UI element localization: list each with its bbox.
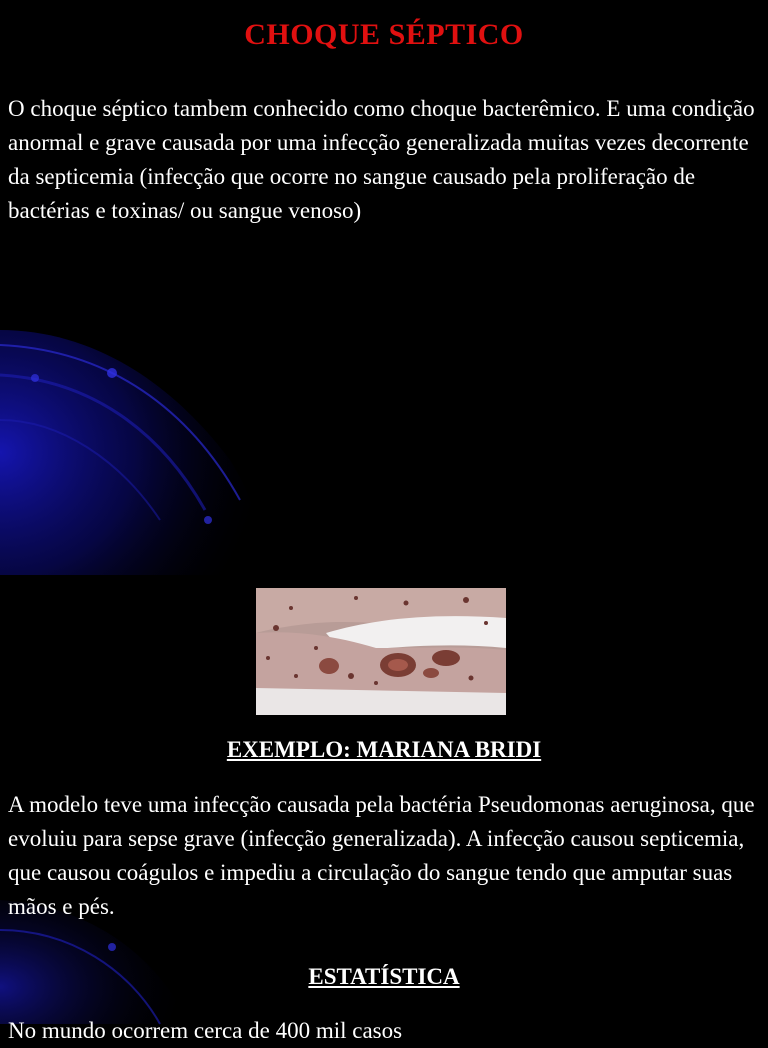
leg-lesions-image (256, 588, 506, 715)
intro-paragraph: O choque séptico tambem conhecido como choque bacterêmico. E uma condição anormal e grave causada por uma infecção generalizada muitas vezes decorrente da septicemia (infecção que ocorre no sangue causado pela proliferação de bactérias e toxinas/ ou sangue venoso) (8, 96, 755, 223)
skin-lesion-photo (256, 588, 506, 715)
statistics-heading: ESTATÍSTICA (308, 964, 460, 989)
statistics-paragraph-cut-off: No mundo ocorrem cerca de 400 mil casos (8, 1018, 403, 1043)
example-paragraph: A modelo teve uma infecção causada pela bactéria Pseudomonas aeruginosa, que evoluiu para sepse grave (infecção generalizada). A infecção causou septicemia, que causou coágulos e impediu a circulação do sangue tendo que amputar suas mãos e pés. (8, 792, 755, 919)
slide-title: CHOQUE SÉPTICO (244, 18, 524, 51)
example-heading: EXEMPLO: MARIANA BRIDI (226, 737, 542, 762)
